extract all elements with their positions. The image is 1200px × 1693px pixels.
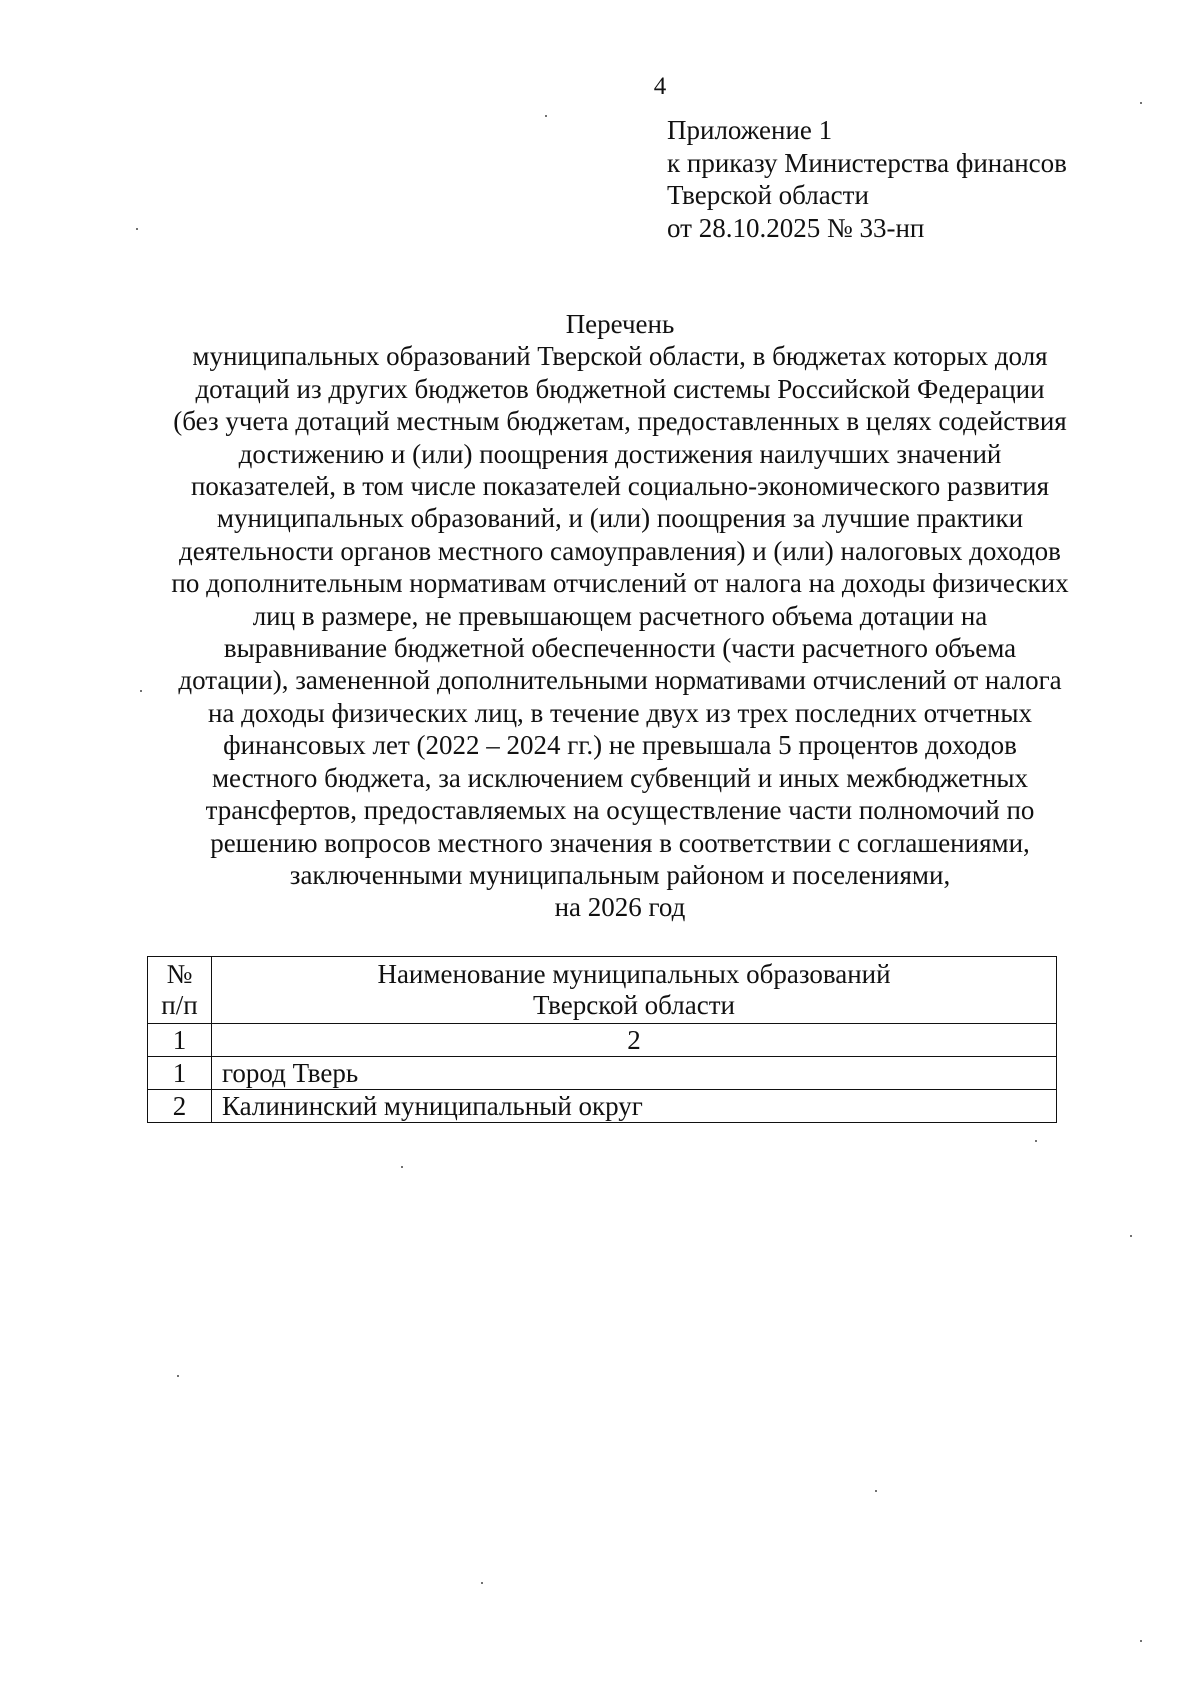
header-name-line-2: Тверской области [533,990,735,1020]
title-year-line: на 2026 год [554,892,686,923]
scan-speck [177,1375,179,1377]
table-row [148,1057,1057,1090]
row-name: Калининский муниципальный округ [212,1090,1057,1123]
title-line: дотаций из других бюджетов бюджетной системы Российской Федерации [195,373,1045,404]
title-line: местного бюджета, за исключением субвенций и иных межбюджетных [211,762,1029,793]
appendix-line-2: к приказу Министерства финансов [667,147,1067,178]
scan-speck [1035,1140,1037,1142]
title-line: решению вопросов местного значения в соответствии с соглашениями, [210,827,1030,858]
scan-speck [545,115,547,117]
row-name: город Тверь [212,1057,1057,1090]
title-line: достижению и (или) поощрения достижения наилучших значений [238,438,1002,469]
table-row [148,1090,1057,1123]
title-line: дотации), замененной дополнительными нормативами отчислений от налога [178,665,1062,696]
header-num-line-2: п/п [161,990,198,1020]
title-line: трансфертов, предоставляемых на осуществление части полномочий по [205,795,1035,826]
row-num: 1 [148,1057,212,1090]
municipalities-table-wrap [147,956,1057,1123]
header-num-line-1: № [166,959,193,989]
scan-speck [1130,1235,1132,1237]
scan-speck [1140,1640,1142,1642]
appendix-line-4: от 28.10.2025 № 33-нп [667,212,925,243]
scan-speck [136,228,138,230]
header-name-cell [212,957,1057,1024]
title-line: на доходы физических лиц, в течение двух из трех последних отчетных [207,697,1032,728]
title-line: финансовых лет (2022 – 2024 гг.) не превышала 5 процентов доходов [223,730,1017,761]
title-line: муниципальных образований, и (или) поощрения за лучшие практики [216,503,1024,534]
table-column-index-row [148,1024,1057,1057]
page-number: 4 [653,73,667,100]
title-line: деятельности органов местного самоуправления) и (или) налоговых доходов [179,535,1061,566]
header-num-cell [148,957,212,1024]
scan-speck [140,690,142,692]
row-num: 2 [148,1090,212,1123]
document-title [130,308,1110,924]
title-line: лиц в размере, не превышающем расчетного объема дотации на [252,600,988,631]
appendix-line-1: Приложение 1 [667,115,833,145]
scan-speck [481,1582,483,1584]
appendix-header [667,114,1067,244]
column-index-1: 1 [148,1024,212,1057]
column-index-2: 2 [212,1024,1057,1057]
appendix-line-3: Тверской области [667,180,869,210]
title-line: муниципальных образований Тверской области, в бюджетах которых доля [192,341,1048,372]
title-line: по дополнительным нормативам отчислений от налога на доходы физических [171,568,1069,599]
header-name-line-1: Наименование муниципальных образований [377,959,891,989]
municipalities-table [147,956,1057,1123]
title-line: заключенными муниципальным районом и поселениями, [289,859,951,890]
title-line: (без учета дотаций местным бюджетам, предоставленных в целях содействия [173,406,1067,437]
scan-speck [401,1166,403,1168]
title-line: показателей, в том числе показателей социально-экономического развития [190,471,1050,502]
table-header-row [148,957,1057,1024]
scan-speck [875,1490,877,1492]
title-heading: Перечень [565,309,675,339]
scan-speck [1140,102,1142,104]
title-line: выравнивание бюджетной обеспеченности (части расчетного объема [223,633,1017,664]
